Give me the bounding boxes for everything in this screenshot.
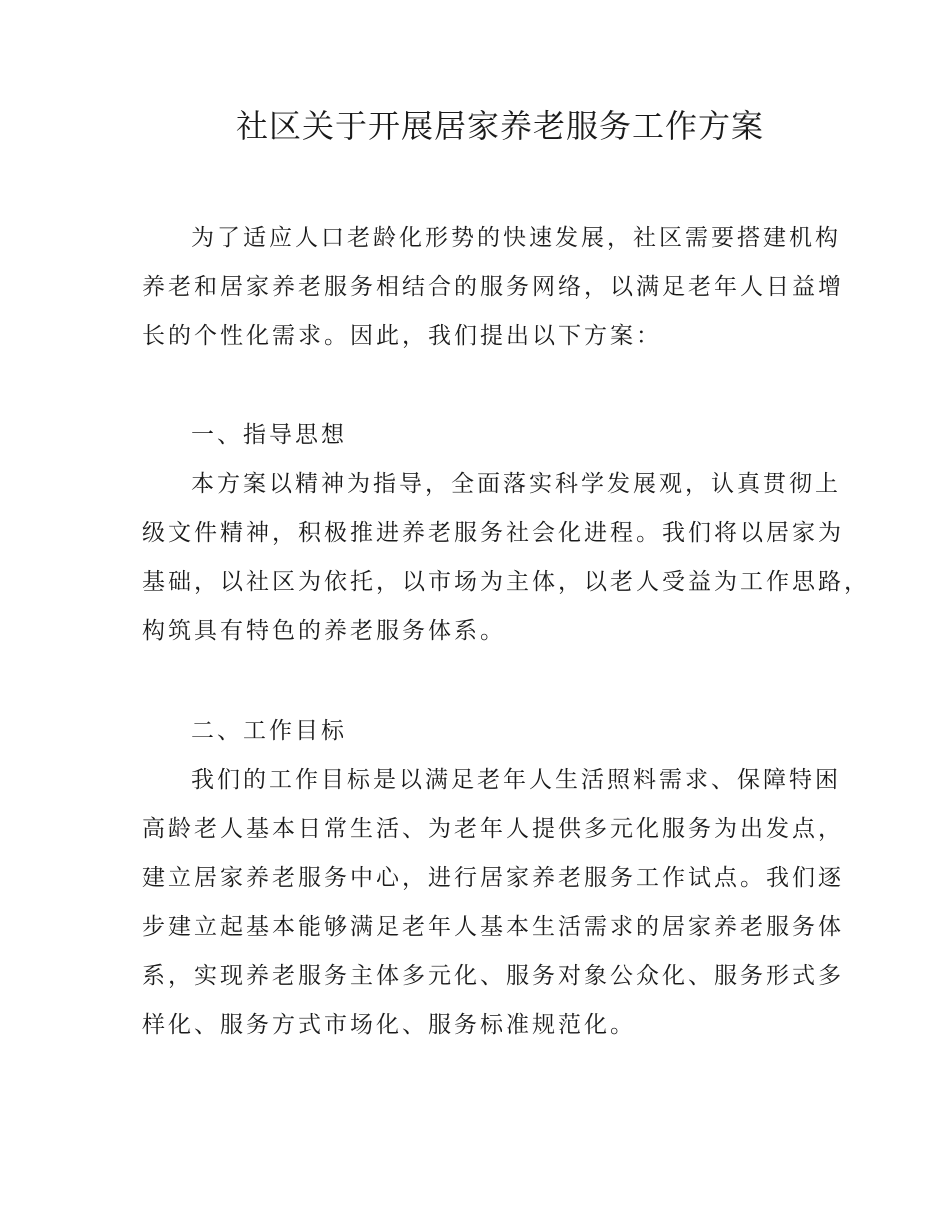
paragraph-line: 基础，以社区为依托，以市场为主体，以老人受益为工作思路，	[142, 569, 870, 595]
paragraph-line: 养老和居家养老服务相结合的服务网络，以满足老年人日益增	[142, 274, 844, 300]
paragraph-line: 样化、服务方式市场化、服务标准规范化。	[142, 1012, 636, 1038]
paragraph-line: 长的个性化需求。因此，我们提出以下方案：	[142, 323, 662, 349]
paragraph-line: 高龄老人基本日常生活、为老年人提供多元化服务为出发点，	[142, 816, 844, 842]
paragraph-line: 级文件精神，积极推进养老服务社会化进程。我们将以居家为	[142, 520, 844, 546]
paragraph-line: 建立居家养老服务中心，进行居家养老服务工作试点。我们逐	[142, 865, 844, 891]
paragraph-line: 系，实现养老服务主体多元化、服务对象公众化、服务形式多	[142, 963, 844, 989]
document-title: 社区关于开展居家养老服务工作方案	[235, 107, 764, 145]
paragraph-line: 我们的工作目标是以满足老年人生活照料需求、保障特困	[191, 767, 841, 793]
section-heading-guiding-principle: 一、指导思想	[191, 422, 347, 448]
paragraph-line: 步建立起基本能够满足老年人基本生活需求的居家养老服务体	[142, 914, 844, 940]
paragraph-line: 构筑具有特色的养老服务体系。	[142, 618, 506, 644]
section-heading-work-goals: 二、工作目标	[191, 718, 347, 744]
paragraph-line: 为了适应人口老龄化形势的快速发展，社区需要搭建机构	[191, 225, 841, 251]
paragraph-line: 本方案以精神为指导，全面落实科学发展观，认真贯彻上	[191, 471, 841, 497]
